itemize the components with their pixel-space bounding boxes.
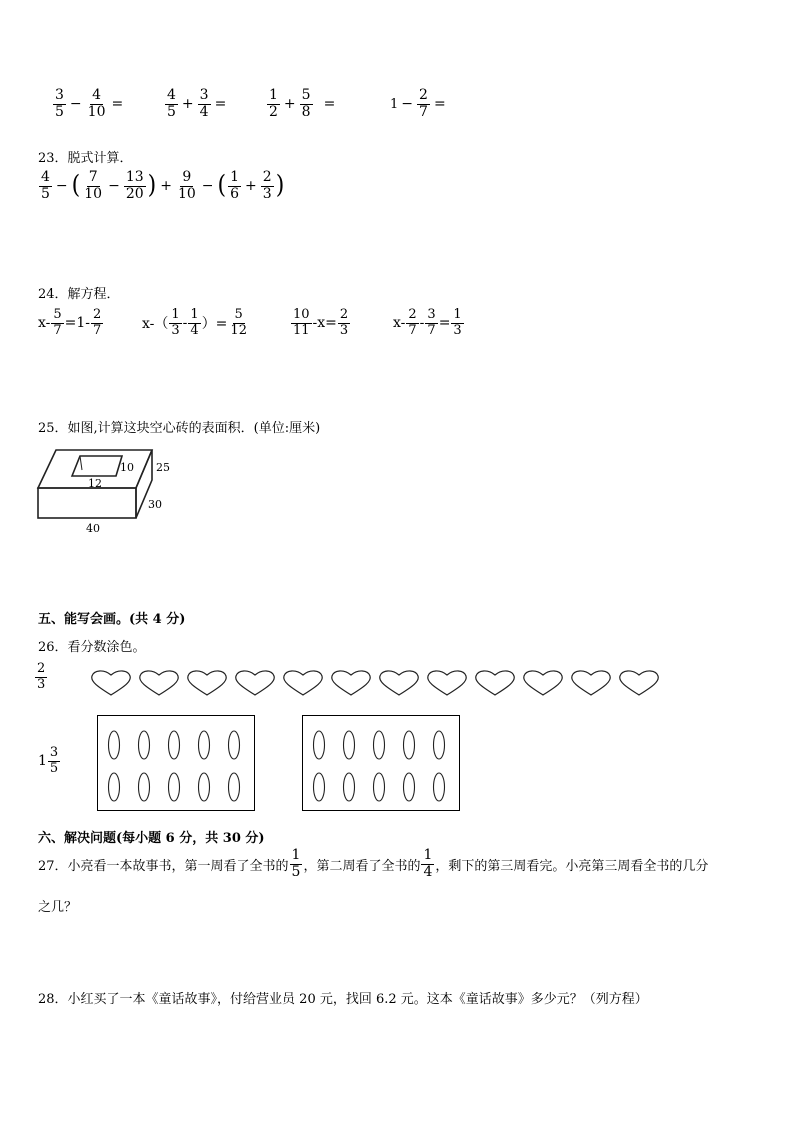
fraction: $\frac{4}{10}$ bbox=[87, 87, 106, 120]
equation-2: x-（ $\frac{1}{3}$ - $\frac{1}{4}$ ）= $\frac{5}{12}$ bbox=[142, 307, 247, 338]
fraction: $\frac{4}{5}$ bbox=[167, 87, 176, 120]
oval-shape bbox=[314, 773, 325, 801]
brick-front-face bbox=[38, 488, 136, 518]
calc-item-3: $\frac{1}{2}$ + $\frac{5}{8}$ = bbox=[269, 87, 336, 120]
question-27-line2: 之几？ bbox=[38, 900, 78, 915]
oval-shape bbox=[139, 773, 150, 801]
hearts-row bbox=[88, 668, 668, 698]
oval-shape bbox=[139, 731, 150, 759]
question-23-title: 23．脱式计算． bbox=[38, 151, 133, 166]
oval-shape bbox=[404, 773, 415, 801]
hollow-brick-figure bbox=[34, 444, 184, 540]
heart-shape bbox=[524, 671, 563, 695]
heart-shape bbox=[620, 671, 659, 695]
equation-4: x- $\frac{2}{7}$ - $\frac{3}{7}$ = $\frac{1}{3}$ bbox=[393, 307, 462, 338]
oval-shape bbox=[374, 773, 385, 801]
oval-shape bbox=[199, 773, 210, 801]
heart-shape bbox=[572, 671, 611, 695]
heart-shape bbox=[428, 671, 467, 695]
heart-shape bbox=[332, 671, 371, 695]
calc-item-4: 1 − $\frac{2}{7}$ = bbox=[390, 87, 446, 120]
calc-item-2: $\frac{4}{5}$ + $\frac{3}{4}$ = bbox=[167, 87, 227, 120]
oval-box-2 bbox=[302, 715, 460, 811]
oval-box-1 bbox=[97, 715, 255, 811]
fraction: $\frac{2}{7}$ bbox=[419, 87, 428, 120]
oval-shape bbox=[199, 731, 210, 759]
heart-shape bbox=[92, 671, 131, 695]
equation-1: x- $\frac{5}{7}$ =1- $\frac{2}{7}$ bbox=[38, 307, 102, 338]
oval-shape bbox=[434, 731, 445, 759]
label-length: 40 bbox=[86, 522, 100, 535]
question-28: 28．小红买了一本《童话故事》，付给营业员 20 元，找回 6.2 元。这本《童话故事》多少元？（列方程） bbox=[38, 992, 648, 1007]
label-hole-width: 12 bbox=[88, 477, 102, 490]
fraction-two-thirds: $\frac{2}{3}$ bbox=[37, 661, 46, 692]
oval-shape bbox=[169, 773, 180, 801]
oval-shape bbox=[229, 731, 240, 759]
label-hole-depth: 10 bbox=[120, 461, 134, 474]
heart-shape bbox=[140, 671, 179, 695]
question-25-title: 25．如图,计算这块空心砖的表面积．(单位:厘米) bbox=[38, 421, 321, 436]
question-24-title: 24．解方程． bbox=[38, 287, 120, 302]
oval-shape bbox=[404, 731, 415, 759]
oval-shape bbox=[109, 773, 120, 801]
question-23-expression: $\frac{4}{5}$ − ( $\frac{7}{10}$ − $\frac{13}{20}$ ) + $\frac{9}{10}$ − ( $\frac{1}{6}$ + $\frac{2}{3}$ ) bbox=[41, 169, 285, 202]
oval-shape bbox=[374, 731, 385, 759]
oval-shape bbox=[229, 773, 240, 801]
fraction: $\frac{3}{5}$ bbox=[55, 87, 64, 120]
oval-shape bbox=[314, 731, 325, 759]
heart-shape bbox=[188, 671, 227, 695]
heart-shape bbox=[284, 671, 323, 695]
oval-shape bbox=[434, 773, 445, 801]
section-5-title: 五、能写会画。(共 4 分) bbox=[38, 612, 186, 627]
question-26-title: 26．看分数涂色。 bbox=[38, 640, 146, 655]
question-27-line1: 27．小亮看一本故事书，第一周看了全书的 $\frac{1}{5}$ ，第二周看了全书的 $\frac{1}{4}$ ，剩下的第三周看完。小亮第三周看全书的几分 bbox=[38, 847, 709, 880]
calc-item-1: $\frac{3}{5}$ − $\frac{4}{10}$ = bbox=[55, 87, 124, 120]
heart-shape bbox=[476, 671, 515, 695]
oval-shape bbox=[109, 731, 120, 759]
oval-shape bbox=[169, 731, 180, 759]
fraction: $\frac{5}{8}$ bbox=[301, 87, 311, 120]
section-6-title: 六、解决问题(每小题 6 分，共 30 分) bbox=[38, 831, 265, 846]
equation-3: $\frac{10}{11}$ -x= $\frac{2}{3}$ bbox=[293, 307, 349, 338]
heart-shape bbox=[380, 671, 419, 695]
label-depth: 30 bbox=[148, 498, 162, 511]
oval-shape bbox=[344, 773, 355, 801]
fraction: $\frac{3}{4}$ bbox=[199, 87, 209, 120]
fraction: $\frac{1}{2}$ bbox=[269, 87, 278, 120]
oval-shape bbox=[344, 731, 355, 759]
heart-shape bbox=[236, 671, 275, 695]
mixed-number: 1 $\frac{3}{5}$ bbox=[38, 745, 59, 776]
label-height: 25 bbox=[156, 461, 170, 474]
